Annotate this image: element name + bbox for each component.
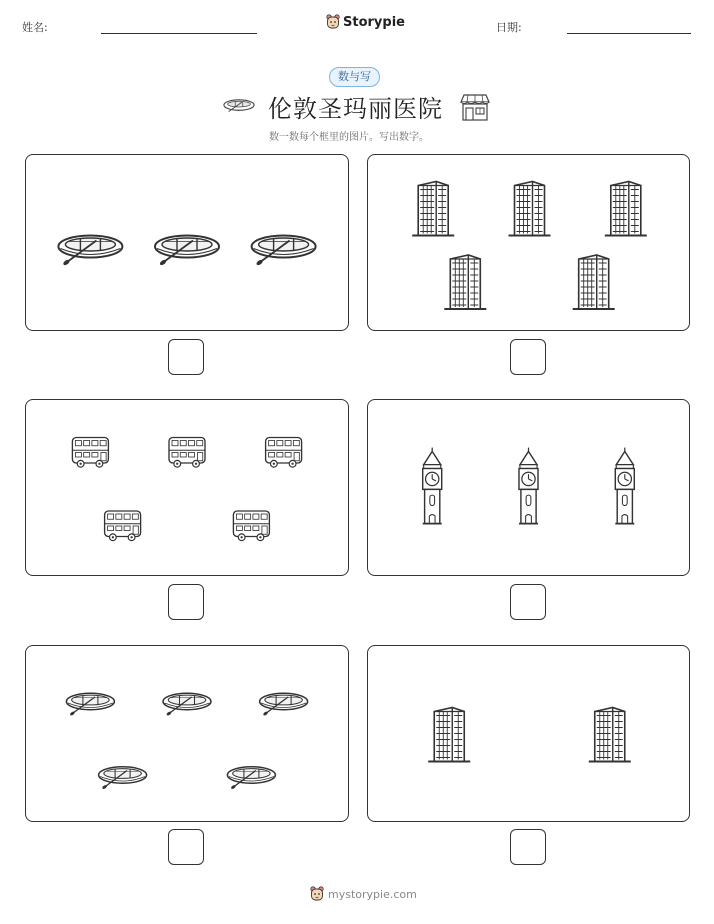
worksheet-instructions: 数一数每个框里的图片。写出数字。 (269, 132, 429, 143)
boat-icon (58, 236, 122, 267)
bus-icon (169, 438, 205, 468)
panel-2-pictures (368, 155, 689, 330)
bus-icon (105, 511, 141, 541)
boat-icon (252, 236, 316, 267)
storypie-mascot-icon (326, 14, 340, 30)
building-icon (428, 708, 470, 762)
title-shop-icon (460, 93, 490, 121)
building-icon (573, 255, 615, 309)
title-boat-icon (222, 96, 256, 116)
panel-5-pictures (26, 646, 348, 821)
panel-4-pictures (368, 400, 689, 575)
count-panel-5 (25, 645, 349, 822)
bus-icon (266, 438, 302, 468)
clock-tower-icon (423, 448, 442, 524)
answer-box-5[interactable] (168, 829, 204, 865)
clock-tower-icon (615, 448, 634, 524)
footer (310, 886, 417, 902)
clock-tower-icon (519, 448, 538, 524)
building-icon (605, 182, 647, 236)
answer-box-3[interactable] (168, 584, 204, 620)
building-icon (444, 255, 486, 309)
worksheet-title: 伦敦圣玛丽医院 (268, 95, 443, 123)
boat-icon (66, 693, 114, 716)
count-panel-4 (367, 399, 690, 576)
boat-icon (260, 693, 308, 716)
answer-box-4[interactable] (510, 584, 546, 620)
answer-box-2[interactable] (510, 339, 546, 375)
building-icon (509, 182, 551, 236)
boat-icon (163, 693, 211, 716)
building-icon (412, 182, 454, 236)
worksheet-badge: 数与写 (329, 67, 380, 87)
storypie-mascot-icon (310, 886, 324, 902)
bus-icon (233, 511, 269, 541)
boat-icon (155, 236, 219, 267)
boat-icon (99, 767, 147, 790)
count-panel-6 (367, 645, 690, 822)
building-icon (589, 708, 631, 762)
panel-6-pictures (368, 646, 689, 821)
count-panel-3 (25, 399, 349, 576)
name-label: 姓名: (22, 21, 48, 34)
brand-logo (326, 14, 405, 30)
brand-name: Storypie (343, 14, 405, 30)
bus-icon (72, 438, 108, 468)
name-field[interactable] (101, 33, 257, 34)
answer-box-1[interactable] (168, 339, 204, 375)
count-panel-1 (25, 154, 349, 331)
count-panel-2 (367, 154, 690, 331)
date-field[interactable] (567, 33, 691, 34)
panel-1-pictures (26, 155, 348, 330)
date-label: 日期: (496, 21, 522, 34)
footer-url: mystorypie.com (328, 887, 417, 901)
boat-icon (227, 767, 275, 790)
panel-3-pictures (26, 400, 348, 575)
answer-box-6[interactable] (510, 829, 546, 865)
